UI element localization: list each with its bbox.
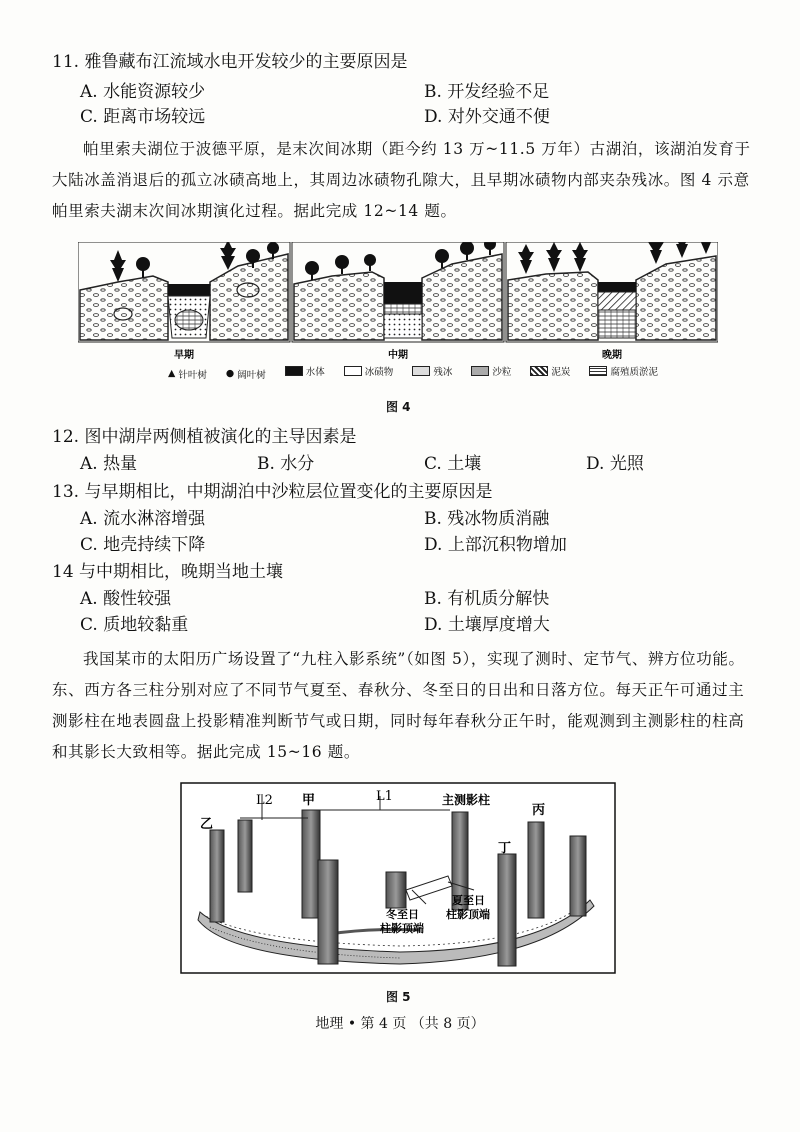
q14-stem: 14 与中期相比，晚期当地土壤 bbox=[52, 562, 284, 582]
q11-option-a: A. 水能资源较少 bbox=[80, 82, 206, 102]
fig5-label-winter-line1: 冬至日 bbox=[386, 908, 419, 921]
fig4-label-early: 早期 bbox=[174, 350, 194, 361]
q12-option-c: C. 土壤 bbox=[424, 454, 482, 474]
legend-broadleaf: ● 阔叶树 bbox=[225, 368, 266, 381]
legend-peat: 泥炭 bbox=[530, 364, 570, 378]
fig4-panel-early bbox=[78, 242, 290, 342]
legend-till: 冰碛物 bbox=[344, 364, 394, 378]
fig5-label-bing: 丙 bbox=[532, 803, 546, 818]
legend-water: 水体 bbox=[285, 364, 325, 378]
q13-option-c: C. 地壳持续下降 bbox=[80, 535, 206, 555]
fig5-label-yi: 乙 bbox=[200, 817, 214, 832]
passage-lake: 帕里索夫湖位于波德平原，是末次间冰期（距今约 13 万~11.5 万年）古湖泊，该湖泊发育于大陆冰盖消退后的孤立冰碛高地上，其周边冰碛物孔隙大，且早期冰碛物内部夹杂残冰。图 4 示意帕里索夫湖末次间冰期演化过程。据此完成 12~14 题。 bbox=[52, 140, 751, 220]
q11-option-d: D. 对外交通不便 bbox=[424, 107, 550, 127]
fig5-label-l1: L1 bbox=[376, 789, 393, 804]
legend-ice: 残冰 bbox=[412, 364, 452, 378]
page-footer: 地理 • 第 4 页 （共 8 页） bbox=[315, 1016, 485, 1032]
q12-option-a: A. 热量 bbox=[80, 454, 138, 474]
fig5-label-winter-line2: 柱影顶端 bbox=[380, 922, 424, 935]
q11-option-c: C. 距离市场较远 bbox=[80, 107, 206, 127]
q13-stem: 13. 与早期相比，中期湖泊中沙粒层位置变化的主要原因是 bbox=[52, 482, 493, 502]
fig4-panel-late bbox=[506, 242, 718, 342]
legend-humus-mud: 腐殖质淤泥 bbox=[589, 364, 658, 378]
q13-option-d: D. 上部沉积物增加 bbox=[424, 535, 567, 555]
q11-option-b: B. 开发经验不足 bbox=[424, 82, 550, 102]
q14-option-b: B. 有机质分解快 bbox=[424, 589, 550, 609]
fig5-label-main-gnomon: 主测影柱 bbox=[442, 793, 491, 807]
fig5-label-l2: L2 bbox=[256, 793, 273, 808]
q12-stem: 12. 图中湖岸两侧植被演化的主导因素是 bbox=[52, 427, 357, 447]
q12-option-b: B. 水分 bbox=[257, 454, 315, 474]
fig5-label-jia: 甲 bbox=[302, 793, 316, 808]
fig5-label-summer-line2: 柱影顶端 bbox=[446, 908, 490, 921]
legend-conifer: ▲ 针叶树 bbox=[168, 368, 207, 381]
figure-4-lake-evolution bbox=[78, 242, 718, 366]
fig4-label-middle: 中期 bbox=[388, 350, 408, 361]
fig4-legend bbox=[168, 364, 674, 381]
q14-option-a: A. 酸性较强 bbox=[80, 589, 172, 609]
fig5-label-ding: 丁 bbox=[498, 841, 512, 856]
fig4-label-late: 晚期 bbox=[602, 350, 622, 361]
q13-option-a: A. 流水淋溶增强 bbox=[80, 509, 206, 529]
fig4-panel-middle bbox=[292, 242, 504, 342]
legend-sand: 沙粒 bbox=[471, 364, 511, 378]
fig4-caption: 图 4 bbox=[386, 400, 411, 414]
fig5-label-summer-line1: 夏至日 bbox=[452, 894, 485, 907]
q14-option-d: D. 土壤厚度增大 bbox=[424, 615, 550, 635]
q14-option-c: C. 质地较黏重 bbox=[80, 615, 189, 635]
q13-option-b: B. 残冰物质消融 bbox=[424, 509, 550, 529]
q11-stem: 11. 雅鲁藏布江流域水电开发较少的主要原因是 bbox=[52, 52, 408, 72]
q12-option-d: D. 光照 bbox=[586, 454, 644, 474]
fig5-caption: 图 5 bbox=[386, 990, 411, 1004]
passage-sundial: 我国某市的太阳历广场设置了“九柱入影系统”（如图 5），实现了测时、定节气、辨方位功能。东、西方各三柱分别对应了不同节气夏至、春秋分、冬至日的日出和日落方位。每天正午可通过主测影柱在地表圆盘上投影精准判断节气或日期，同时每年春秋分正午时，能观测到主测影柱的柱高和其影长大致相等。据此完成 15~16 题。 bbox=[52, 650, 745, 761]
figure-5-sundial bbox=[180, 782, 616, 974]
